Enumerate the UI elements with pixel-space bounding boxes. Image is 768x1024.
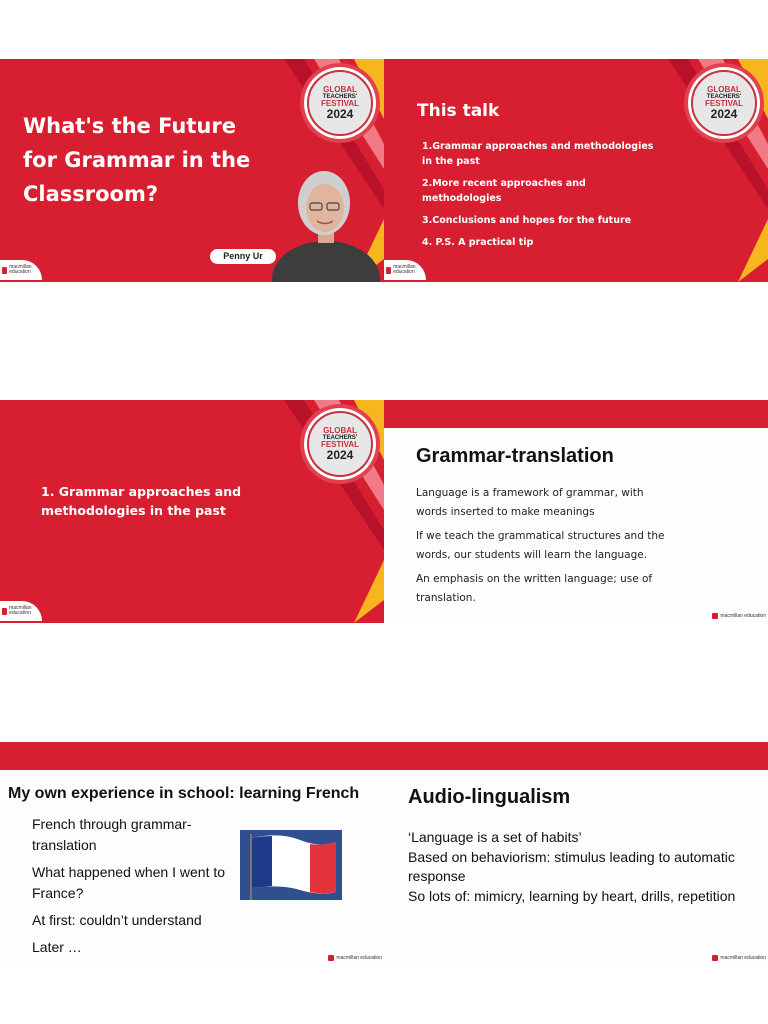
body-paragraph: French through grammar-translation (32, 816, 192, 853)
macmillan-logo-icon (712, 955, 718, 961)
slide-top-bar (384, 742, 768, 770)
logo-text: macmillan education (9, 264, 32, 275)
macmillan-logo-icon (2, 608, 7, 615)
speaker-name: Penny Ur (210, 249, 276, 264)
body-paragraph: So lots of: mimicry, learning by heart, drills, repetition (408, 888, 736, 904)
badge-year: 2024 (710, 107, 738, 121)
macmillan-logo (712, 955, 766, 961)
festival-badge (304, 408, 376, 480)
slide-title-heading: What's the Future for Grammar in the Classroom? (23, 114, 251, 206)
badge-line1: GLOBAL (323, 426, 357, 435)
logo-text: macmillan education (720, 954, 766, 961)
slide-grammar-translation[interactable] (384, 400, 768, 623)
badge-line1: GLOBAL (707, 85, 741, 94)
slide-heading: Grammar-translation (416, 445, 614, 467)
logo-text: macmillan education (336, 954, 382, 961)
agenda-title: This talk (417, 101, 500, 121)
macmillan-logo-icon (712, 613, 718, 619)
slide-learning-french[interactable] (0, 742, 384, 965)
slide-title[interactable] (0, 59, 384, 282)
macmillan-logo-icon (328, 955, 334, 961)
body-paragraph: If we teach the grammatical structures and the words, our students will learn the language. (416, 530, 665, 561)
badge-line2: TEACHERS' (322, 435, 358, 441)
macmillan-logo (328, 955, 382, 961)
slide-top-bar (0, 742, 384, 770)
agenda-item: 2.More recent approaches and methodologies (422, 178, 586, 204)
body-paragraph: An emphasis on the written language; use of translation. (416, 573, 653, 604)
slide-body (32, 814, 232, 964)
body-paragraph: ‘Language is a set of habits’ (408, 829, 582, 845)
slide-body (408, 828, 738, 907)
macmillan-logo-icon (2, 267, 7, 274)
badge-year: 2024 (326, 448, 354, 462)
badge-line2: TEACHERS' (322, 94, 358, 100)
body-paragraph: What happened when I went to France? (32, 864, 226, 901)
badge-line3: FESTIVAL (704, 99, 744, 108)
agenda-item: 4. P.S. A practical tip (422, 237, 534, 248)
badge-line3: FESTIVAL (320, 440, 360, 449)
agenda-list (422, 139, 662, 257)
section-title: 1. Grammar approaches and methodologies in the past (41, 484, 242, 518)
slide-section-1[interactable] (0, 400, 384, 623)
slide-heading: Audio-lingualism (408, 786, 571, 808)
festival-badge (304, 67, 376, 139)
slide-body (416, 484, 676, 613)
body-paragraph: At first: couldn’t understand (32, 912, 202, 928)
slide-audio-lingualism[interactable] (384, 742, 768, 965)
agenda-item: 1.Grammar approaches and methodologies in the past (422, 141, 654, 167)
slide-top-bar (384, 400, 768, 428)
logo-text: macmillan education (720, 612, 766, 619)
speaker-portrait (272, 161, 380, 282)
badge-year: 2024 (326, 107, 354, 121)
french-flag-image (240, 830, 342, 900)
badge-line3: FESTIVAL (320, 99, 360, 108)
macmillan-logo (384, 260, 426, 280)
festival-badge (688, 67, 760, 139)
slide-heading: My own experience in school: learning French (8, 785, 360, 802)
logo-text: macmillan education (9, 605, 32, 616)
body-paragraph: Language is a framework of grammar, with words inserted to make meanings (416, 487, 644, 518)
macmillan-logo-icon (386, 267, 391, 274)
slide-agenda[interactable] (384, 59, 768, 282)
badge-line2: TEACHERS' (706, 94, 742, 100)
logo-text: macmillan education (393, 264, 416, 275)
agenda-item: 3.Conclusions and hopes for the future (422, 215, 632, 226)
macmillan-logo (0, 601, 42, 621)
macmillan-logo (712, 613, 766, 619)
body-paragraph: Later … (32, 939, 82, 955)
body-paragraph: Based on behaviorism: stimulus leading to automatic response (408, 849, 735, 884)
macmillan-logo (0, 260, 42, 280)
badge-line1: GLOBAL (323, 85, 357, 94)
